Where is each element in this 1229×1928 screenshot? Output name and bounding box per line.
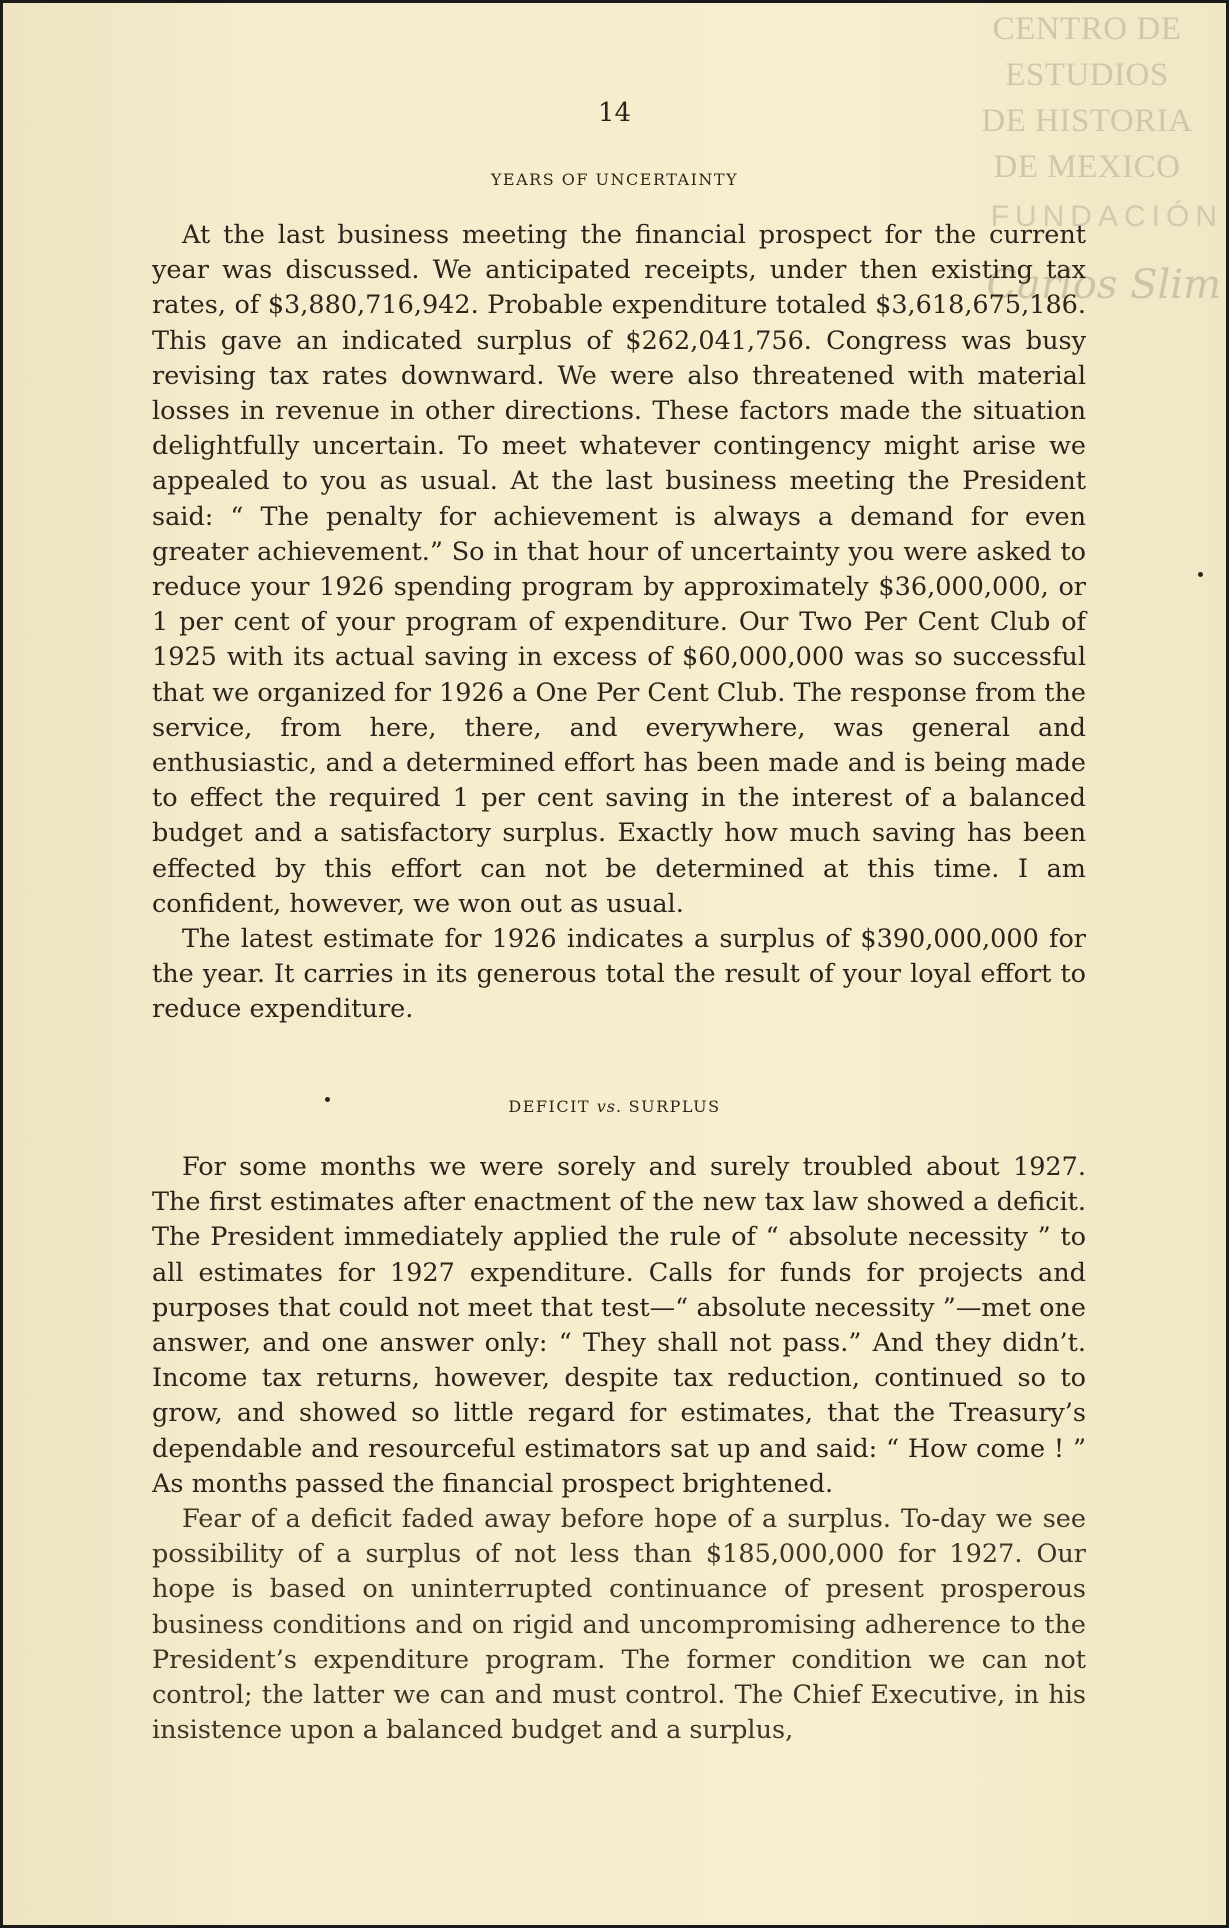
paragraph: The latest estimate for 1926 indicates a surplus of $390,000,000 for the year. It carries in its generous total the result of your loyal effort to reduce expenditure.	[152, 924, 1086, 1025]
heading-part: DEFICIT	[508, 1097, 591, 1116]
paper-speck	[325, 1097, 330, 1102]
watermark-line: CENTRO DE	[992, 11, 1182, 47]
watermark-line: ESTUDIOS	[1005, 57, 1169, 93]
watermark-signature: Carlos Slim	[986, 262, 1221, 308]
paper-speck	[1198, 572, 1203, 577]
paragraph: For some months we were sorely and surely troubled about 1927. The first estimates after enactment of the new tax law showed a deficit. The President immediately applied the rule of “ absolute necessity ” to all estimates for 1927 expenditure. Calls for funds for projects and purposes that could not meet that test—“ absolute necessity ”—met one answer, and one answer only: “ They shall not pass.” And they didn’t. Income tax returns, however, despite tax reduction, continued so to grow, and showed so little regard for estimates, that the Treasury’s dependable and resourceful estimators sat up and said: “ How come ! ” As months passed the financial prospect brightened.	[152, 1152, 1086, 1499]
paragraph: At the last business meeting the financial prospect for the current year was discussed. We anticipated receipts, under then existing tax rates, of $3,880,716,942. Probable expenditure totaled $3,618,675,186. This gave an indicated surplus of $262,041,756. Congress was busy revising tax rates downward. We were also threatened with material losses in revenue in other directions. These factors made the situation delightfully uncertain. To meet whatever contingency might arise we appealed to you as usual. At the last business meeting the President said: “ The penalty for achievement is always a demand for even greater achievement.” So in that hour of uncertainty you were asked to reduce your 1926 spending program by approximately $36,000,000, or 1 per cent of your program of expenditure. Our Two Per Cent Club of 1925 with its actual saving in excess of $60,000,000 was so successful that we organized for 1926 a One Per Cent Club. The response from the service, from here, there, and everywhere, was general and enthusiastic, and a determined effort has been made and is being made to effect the required 1 per cent saving in the interest of a balanced budget and a satisfactory surplus. Exactly how much saving has been effected by this effort can not be determined at this time. I am confident, however, we won out as usual.	[152, 220, 1086, 919]
section-heading-deficit-vs-surplus	[0, 1097, 1229, 1116]
heading-vs: vs.	[596, 1097, 623, 1116]
watermark-line: DE HISTORIA	[981, 103, 1193, 139]
section-body-deficit-vs-surplus	[152, 1150, 1086, 1748]
page-number: 14	[597, 98, 632, 128]
watermark-fundacion: FUNDACIÓN	[990, 200, 1223, 233]
watermark-line: DE MEXICO	[993, 149, 1181, 185]
section-body-years-of-uncertainty	[152, 218, 1086, 1028]
paragraph: Fear of a deficit faded away before hope of a surplus. To-day we see possibility of a surplus of not less than $185,000,000 for 1927. Our hope is based on uninterrupted continuance of present prosperous business conditions and on rigid and uncompromising adherence to the President’s expenditure program. The former condition we can not control; the latter we can and must control. The Chief Executive, in his insistence upon a balanced budget and a surplus,	[152, 1504, 1086, 1746]
heading-part: SURPLUS	[628, 1097, 721, 1116]
section-heading-years-of-uncertainty: YEARS OF UNCERTAINTY	[490, 170, 739, 189]
